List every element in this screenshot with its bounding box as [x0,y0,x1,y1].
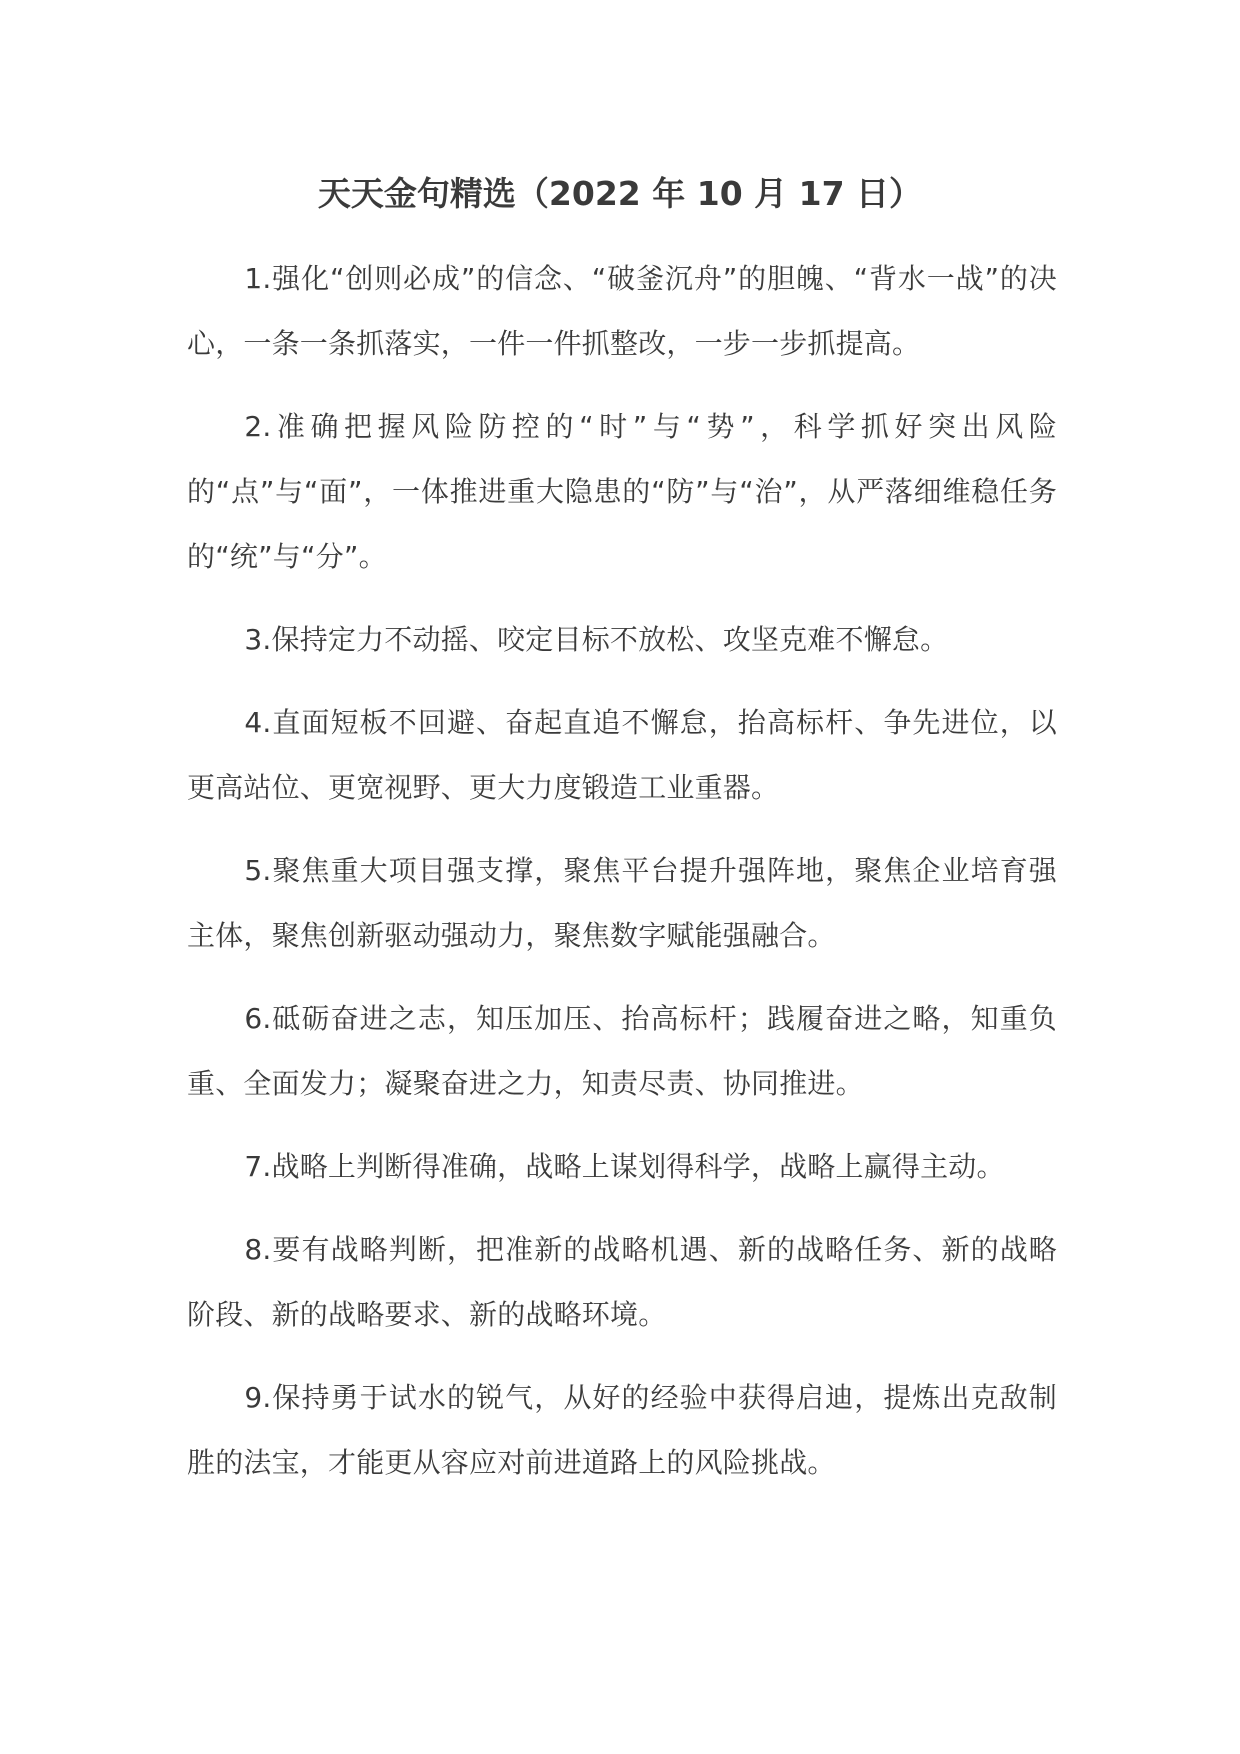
paragraph-3: 3.保持定力不动摇、咬定目标不放松、攻坚克难不懈怠。 [244,623,949,656]
paragraph-2: 2.准确把握风险防控的“时”与“势”，科学抓好突出风险的“点”与“面”，一体推进重大隐患的“防”与“治”，从严落细维稳任务的“统”与“分”。 [187,410,1057,573]
document-title: 天天金句精选（2022 年 10 月 17 日） [317,174,923,213]
paragraph-4: 4.直面短板不回避、奋起直追不懈怠，抬高标杆、争先进位，以更高站位、更宽视野、更大力度锻造工业重器。 [187,706,1057,804]
paragraph-5: 5.聚焦重大项目强支撑，聚焦平台提升强阵地，聚焦企业培育强主体，聚焦创新驱动强动力，聚焦数字赋能强融合。 [187,854,1057,952]
paragraph-9: 9.保持勇于试水的锐气，从好的经验中获得启迪，提炼出克敌制胜的法宝，才能更从容应对前进道路上的风险挑战。 [187,1381,1057,1479]
paragraph-7: 7.战略上判断得准确，战略上谋划得科学，战略上赢得主动。 [244,1150,1005,1183]
document-body [187,246,1057,1513]
paragraph-6: 6.砥砺奋进之志，知压加压、抬高标杆；践履奋进之略，知重负重、全面发力；凝聚奋进之力，知责尽责、协同推进。 [187,1002,1057,1100]
paragraph-1: 1.强化“创则必成”的信念、“破釜沉舟”的胆魄、“背水一战”的决心，一条一条抓落实，一件一件抓整改，一步一步抓提高。 [187,262,1057,360]
paragraph-8: 8.要有战略判断，把准新的战略机遇、新的战略任务、新的战略阶段、新的战略要求、新的战略环境。 [187,1233,1057,1331]
